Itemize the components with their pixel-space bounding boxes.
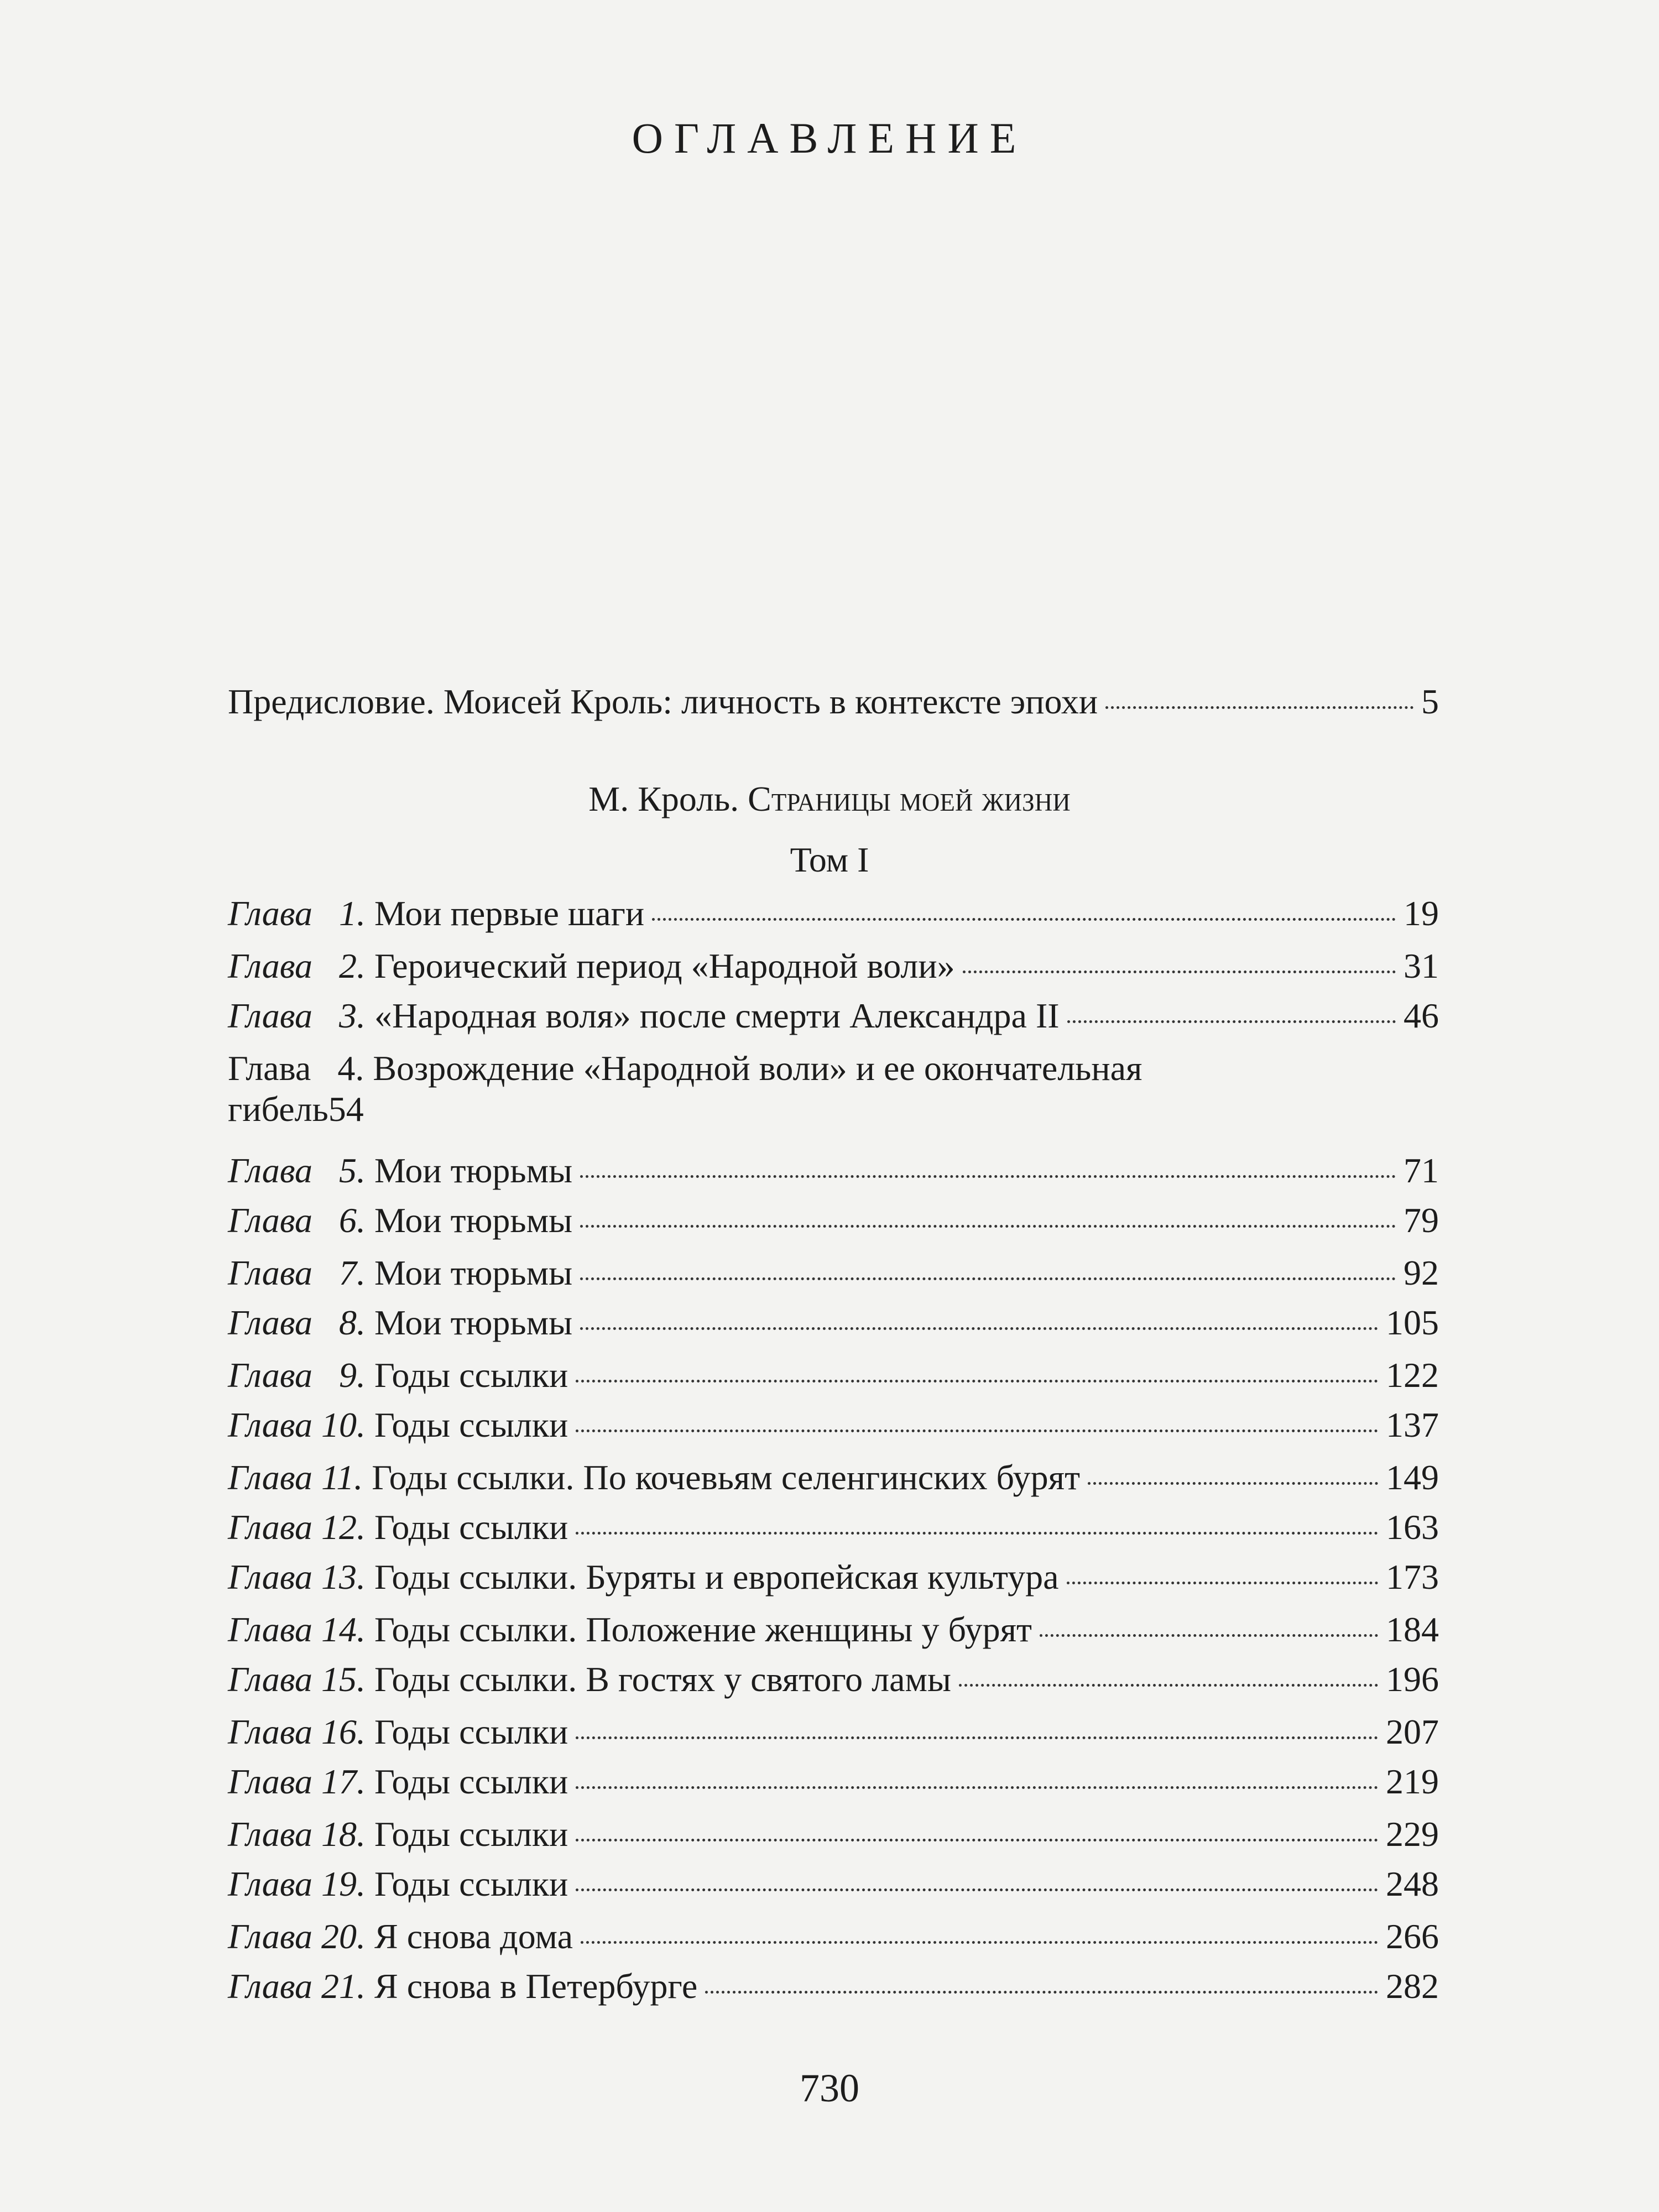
toc-entry-label	[228, 1966, 697, 2007]
toc-page-number: 92	[1404, 1253, 1439, 1292]
toc-entry-label	[228, 1864, 568, 1905]
dot-leader	[576, 1736, 1378, 1739]
toc-entry-label	[228, 1609, 1032, 1650]
chapter-title: Годы ссылки	[374, 1507, 568, 1547]
dot-leader	[576, 1839, 1378, 1841]
dot-leader	[576, 1786, 1378, 1789]
toc-entry-chapter-16	[228, 1712, 1439, 1752]
toc-page-number: 229	[1386, 1814, 1439, 1854]
chapter-word: Глава	[228, 1660, 313, 1699]
chapter-word: Глава	[228, 1610, 313, 1649]
chapter-word: Глава	[228, 1405, 313, 1444]
toc-page-number: 54	[328, 1089, 364, 1129]
toc-entry-label	[228, 1659, 951, 1700]
toc-entry-chapter-13	[228, 1557, 1439, 1598]
toc-entry-preface	[228, 681, 1439, 722]
toc-page-number: 163	[1386, 1507, 1439, 1547]
chapter-word: Глава	[228, 894, 313, 933]
dot-leader	[963, 971, 1396, 973]
toc-entry-chapter-12	[228, 1507, 1439, 1548]
toc-entry-label	[228, 893, 644, 934]
toc-page-number: 248	[1386, 1864, 1439, 1903]
chapter-number: 2.	[339, 946, 366, 985]
dot-leader	[1067, 1020, 1396, 1023]
chapter-word: Глава	[228, 1151, 313, 1190]
chapter-title: Годы ссылки. По кочевьям селенгинских бурят	[372, 1458, 1081, 1497]
dot-leader	[580, 1225, 1396, 1228]
toc-entry-chapter-20	[228, 1916, 1439, 1957]
dot-leader	[1105, 706, 1413, 709]
toc-entry-label	[228, 1712, 568, 1752]
toc-entry-chapter-17	[228, 1761, 1439, 1802]
chapter-title: Годы ссылки	[374, 1355, 568, 1395]
dot-leader	[1088, 1482, 1378, 1485]
chapter-word: Глава	[228, 1966, 313, 2006]
toc-page-number: 207	[1386, 1712, 1439, 1751]
toc-page-number: 137	[1386, 1405, 1439, 1444]
book-author: М. Кроль.	[588, 779, 739, 818]
toc-entry-chapter-9	[228, 1355, 1439, 1396]
page-number: 730	[800, 2066, 859, 2110]
chapter-number: 3.	[339, 996, 366, 1035]
chapter-title: Мои тюрьмы	[374, 1201, 573, 1240]
toc-entry-chapter-5	[228, 1150, 1439, 1191]
chapter-title: Я снова дома	[374, 1917, 573, 1956]
chapter-word: Глава	[228, 1048, 311, 1088]
toc-entry-chapter-21	[228, 1966, 1439, 2007]
toc-entry-chapter-2	[228, 946, 1439, 987]
toc-entry-label	[228, 1302, 572, 1343]
dot-leader	[705, 1991, 1378, 1994]
volume-heading: Том I	[790, 840, 869, 879]
toc-entry-chapter-8	[228, 1302, 1439, 1343]
toc-entry-label	[228, 1557, 1059, 1598]
dot-leader	[576, 1888, 1378, 1891]
book-title: Страницы моей жизни	[748, 779, 1071, 818]
chapter-number: 9.	[339, 1355, 366, 1395]
toc-entry-chapter-4	[228, 1048, 1439, 1129]
toc-page-number: 266	[1386, 1917, 1439, 1956]
chapter-word: Глава	[228, 1355, 313, 1395]
toc-entry-label	[228, 1355, 568, 1396]
toc-page-number: 173	[1386, 1557, 1439, 1597]
dot-leader	[959, 1684, 1378, 1687]
chapter-word: Глава	[228, 1201, 313, 1240]
toc-entry-label	[228, 995, 1060, 1036]
chapter-title: Мои тюрьмы	[374, 1151, 573, 1190]
toc-entry-chapter-11	[228, 1457, 1439, 1498]
chapter-title-continued: гибель	[228, 1089, 328, 1129]
chapter-title: Годы ссылки	[374, 1712, 568, 1751]
chapter-word: Глава	[228, 1303, 313, 1342]
chapter-number: 5.	[339, 1151, 366, 1190]
toc-entry-chapter-6	[228, 1200, 1439, 1241]
chapter-number: 8.	[339, 1303, 366, 1342]
toc-entry-chapter-19	[228, 1864, 1439, 1905]
chapter-title: Мои первые шаги	[374, 894, 645, 933]
chapter-number: 7.	[339, 1253, 366, 1292]
chapter-title: Мои тюрьмы	[374, 1303, 573, 1342]
chapter-number: 10.	[321, 1405, 366, 1444]
dot-leader	[1067, 1582, 1378, 1584]
chapter-word: Глава	[228, 1917, 313, 1956]
chapter-word: Глава	[228, 946, 313, 985]
toc-page-number: 79	[1404, 1201, 1439, 1240]
chapter-title: Возрождение «Народной воли» и ее окончательная	[373, 1048, 1142, 1088]
dot-leader	[652, 918, 1396, 921]
dot-leader	[576, 1532, 1378, 1535]
toc-entry-label	[228, 1916, 573, 1957]
toc-entry-line	[228, 1048, 1439, 1089]
chapter-number: 19.	[321, 1864, 366, 1903]
dot-leader	[580, 1327, 1378, 1330]
toc-entry-label	[228, 1761, 568, 1802]
book-heading	[0, 779, 1659, 820]
chapter-title: «Народная воля» после смерти Александра II	[374, 996, 1060, 1035]
page-title: ОГЛАВЛЕНИЕ	[632, 114, 1027, 162]
dot-leader	[1040, 1634, 1378, 1637]
toc-page-number: 149	[1386, 1458, 1439, 1497]
toc-entry-label: Предисловие. Моисей Кроль: личность в контексте эпохи	[228, 682, 1098, 721]
chapter-number: 17.	[321, 1762, 366, 1801]
toc-entry-label	[228, 946, 955, 987]
chapter-word: Глава	[228, 1712, 313, 1751]
toc-entry-chapter-10	[228, 1405, 1439, 1446]
chapter-number: 18.	[321, 1814, 366, 1854]
chapter-title: Годы ссылки. В гостях у святого ламы	[374, 1660, 951, 1699]
chapter-title: Я снова в Петербурге	[374, 1966, 698, 2006]
toc-entry-label	[228, 1457, 1080, 1498]
toc-page-number: 71	[1404, 1151, 1439, 1190]
toc-entry-chapter-14	[228, 1609, 1439, 1650]
chapter-number: 12.	[321, 1507, 366, 1547]
dot-leader	[580, 1175, 1396, 1178]
chapter-word: Глава	[228, 1458, 313, 1497]
dot-leader	[581, 1941, 1378, 1944]
chapter-word: Глава	[228, 1557, 313, 1597]
chapter-word: Глава	[228, 1814, 313, 1854]
dot-leader	[576, 1380, 1378, 1383]
chapter-number: 6.	[339, 1201, 366, 1240]
chapter-word: Глава	[228, 996, 313, 1035]
chapter-word: Глава	[228, 1762, 313, 1801]
chapter-word: Глава	[228, 1507, 313, 1547]
chapter-title: Годы ссылки. Положение женщины у бурят	[374, 1610, 1032, 1649]
chapter-number: 15.	[321, 1660, 366, 1699]
toc-entry-chapter-3	[228, 995, 1439, 1036]
chapter-title: Годы ссылки. Буряты и европейская культура	[374, 1557, 1059, 1597]
toc-page-number: 31	[1404, 946, 1439, 985]
toc-page-number: 105	[1386, 1303, 1439, 1342]
chapter-number: 14.	[321, 1610, 366, 1649]
toc-page-number: 219	[1386, 1762, 1439, 1801]
chapter-number: 20.	[321, 1917, 366, 1956]
chapter-title: Годы ссылки	[374, 1405, 568, 1444]
toc-page-number: 19	[1404, 894, 1439, 933]
toc-page-number: 5	[1421, 682, 1439, 721]
toc-page-number: 282	[1386, 1966, 1439, 2006]
toc-entry-label	[228, 1405, 568, 1446]
chapter-number: 4.	[337, 1048, 364, 1088]
toc-page-number: 196	[1386, 1660, 1439, 1699]
chapter-word: Глава	[228, 1253, 313, 1292]
toc-entry-line	[228, 1089, 1439, 1130]
toc-entry-label	[228, 1507, 568, 1548]
chapter-title: Годы ссылки	[374, 1864, 568, 1903]
chapter-number: 13.	[321, 1557, 366, 1597]
toc-entry-label	[228, 1200, 572, 1241]
chapter-word: Глава	[228, 1864, 313, 1903]
toc-page-number: 184	[1386, 1610, 1439, 1649]
chapter-title: Мои тюрьмы	[374, 1253, 573, 1292]
chapter-title: Годы ссылки	[374, 1762, 568, 1801]
chapter-number: 11.	[321, 1458, 363, 1497]
toc-entry-chapter-15	[228, 1659, 1439, 1700]
toc-entry-label	[228, 1814, 568, 1855]
toc-page-number: 46	[1404, 996, 1439, 1035]
chapter-title: Годы ссылки	[374, 1814, 568, 1854]
dot-leader	[576, 1430, 1378, 1432]
toc-entry-chapter-7	[228, 1253, 1439, 1293]
chapter-number: 21.	[321, 1966, 366, 2006]
chapter-number: 16.	[321, 1712, 366, 1751]
toc-entry-chapter-1	[228, 893, 1439, 934]
chapter-number: 1.	[339, 894, 366, 933]
toc-page-number: 122	[1386, 1355, 1439, 1395]
toc-entry-label	[228, 1253, 572, 1293]
toc-entry-chapter-18	[228, 1814, 1439, 1855]
chapter-title: Героический период «Народной воли»	[374, 946, 955, 985]
toc-entry-label	[228, 1150, 572, 1191]
dot-leader	[580, 1277, 1396, 1280]
